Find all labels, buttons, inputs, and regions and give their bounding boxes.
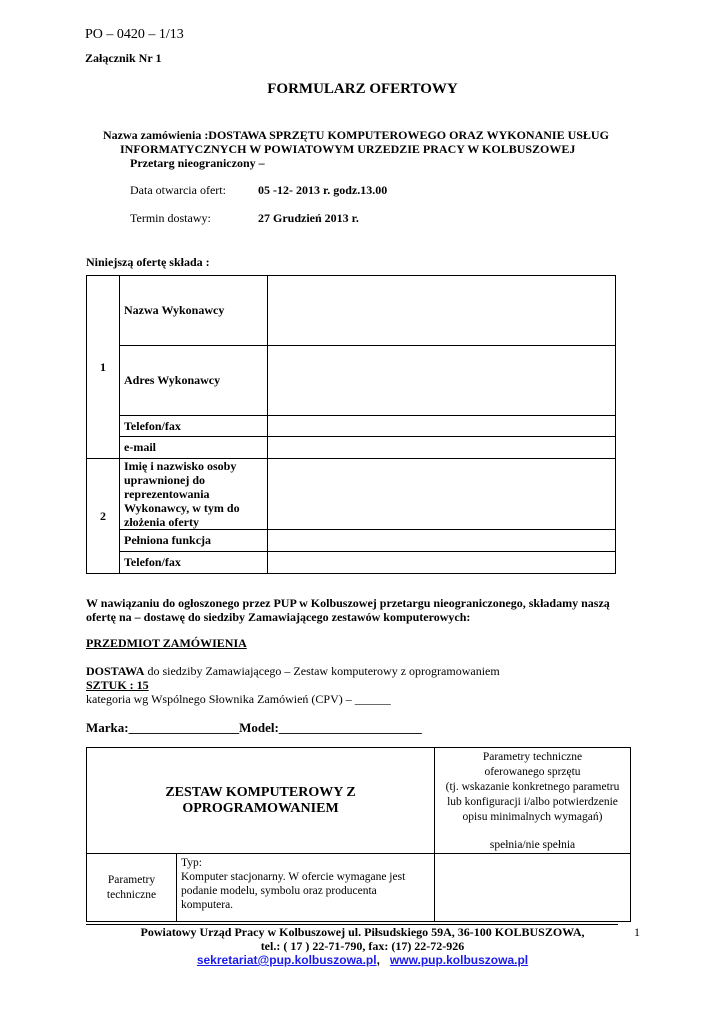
param-header-line: Parametry techniczne xyxy=(482,751,583,763)
row-label-line: Parametry xyxy=(107,873,156,886)
spec-heading: ZESTAW KOMPUTEROWY Z OPROGRAMOWANIEM xyxy=(87,748,435,854)
phone-fax-label: Telefon/fax xyxy=(120,416,268,437)
meets-label: spełnia/nie spełnia xyxy=(489,839,576,851)
phone-fax-field[interactable] xyxy=(268,416,616,437)
type-offer-field[interactable] xyxy=(435,854,631,922)
form-title: FORMULARZ OFERTOWY xyxy=(267,81,458,97)
contractor-name-label: Nazwa Wykonawcy xyxy=(120,276,268,346)
footer-phone: tel.: ( 17 ) 22-71-790, fax: (17) 22-72-926 xyxy=(260,939,465,953)
offer-table xyxy=(86,275,616,574)
offer-by-label: Niniejszą ofertę składa : xyxy=(86,255,210,269)
contractor-address-label: Adres Wykonawcy xyxy=(120,346,268,416)
opening-date-value: 05 -12- 2013 r. godz.13.00 xyxy=(258,183,388,197)
param-header-line: lub konfiguracji i/albo potwierdzenie xyxy=(447,796,618,808)
row-number-1: 1 xyxy=(87,276,120,459)
cpv-category: kategoria wg Wspólnego Słownika Zamówień (CPV) – ______ xyxy=(86,692,391,706)
delivery-bold: DOSTAWA xyxy=(86,664,145,678)
type-line: Typ: xyxy=(181,857,202,869)
representative-label: Imię i nazwisko osoby uprawnionej do reprezentowania Wykonawcy, w tym do złożenia oferty xyxy=(120,459,268,530)
contractor-name-field[interactable] xyxy=(268,276,616,346)
phone-fax-2-field[interactable] xyxy=(268,552,616,574)
website-link[interactable]: www.pup.kolbuszowa.pl xyxy=(389,953,529,967)
statement-line1: W nawiązaniu do ogłoszonego przez PUP w Kolbuszowej przetargu nieograniczonego, składamy naszą xyxy=(86,596,610,610)
footer-contacts xyxy=(0,953,725,967)
function-field[interactable] xyxy=(268,530,616,552)
type-line: Komputer stacjonarny. W ofercie wymagane jest xyxy=(181,871,406,883)
brand-model-line: Marka:_________________Model:______________________ xyxy=(86,720,422,735)
contractor-address-field[interactable] xyxy=(268,346,616,416)
footer-separator: , xyxy=(376,953,390,967)
row-label-line: techniczne xyxy=(106,888,157,901)
delivery-line xyxy=(86,664,500,679)
delivery-text: do siedziby Zamawiającego – Zestaw komputerowy z oprogramowaniem xyxy=(144,664,500,678)
tender-type: Przetarg nieograniczony – xyxy=(130,156,265,170)
type-requirement xyxy=(177,854,435,922)
subject-heading: PRZEDMIOT ZAMÓWIENIA xyxy=(86,636,247,650)
email-link[interactable]: sekretariat@pup.kolbuszowa.pl xyxy=(196,953,377,967)
param-header xyxy=(435,748,631,854)
statement-line2: ofertę na – dostawę do siedziby Zamawiającego zestawów komputerowych: xyxy=(86,610,471,624)
quantity: SZTUK : 15 xyxy=(86,678,149,692)
param-header-line: (tj. wskazanie konkretnego parametru xyxy=(445,781,620,793)
attachment-label: Załącznik Nr 1 xyxy=(85,51,162,65)
footer-address: Powiatowy Urząd Pracy w Kolbuszowej ul. Piłsudskiego 59A, 36-100 KOLBUSZOWA, xyxy=(140,925,585,939)
representative-field[interactable] xyxy=(268,459,616,530)
document-reference: PO – 0420 – 1/13 xyxy=(85,27,184,42)
phone-fax-2-label: Telefon/fax xyxy=(120,552,268,574)
email-label: e-mail xyxy=(120,437,268,459)
param-header-line: opisu minimalnych wymagań) xyxy=(462,811,603,823)
order-name-line2: INFORMATYCZNYCH W POWIATOWYM URZEDZIE PRACY W KOLBUSZOWEJ xyxy=(120,142,576,156)
page-number: 1 xyxy=(634,925,640,939)
type-line: podanie modelu, symbolu oraz producenta xyxy=(181,885,377,897)
type-line: komputera. xyxy=(181,899,234,911)
row-label xyxy=(87,854,177,922)
opening-date-label: Data otwarcia ofert: xyxy=(130,183,226,197)
email-field[interactable] xyxy=(268,437,616,459)
delivery-date-label: Termin dostawy: xyxy=(130,211,211,225)
param-header-line: oferowanego sprzętu xyxy=(484,766,581,778)
row-number-2: 2 xyxy=(87,459,120,574)
spec-table xyxy=(86,747,631,922)
order-name-line1: Nazwa zamówienia :DOSTAWA SPRZĘTU KOMPUTEROWEGO ORAZ WYKONANIE USŁUG xyxy=(103,128,609,142)
delivery-date-value: 27 Grudzień 2013 r. xyxy=(258,211,359,225)
function-label: Pełniona funkcja xyxy=(120,530,268,552)
